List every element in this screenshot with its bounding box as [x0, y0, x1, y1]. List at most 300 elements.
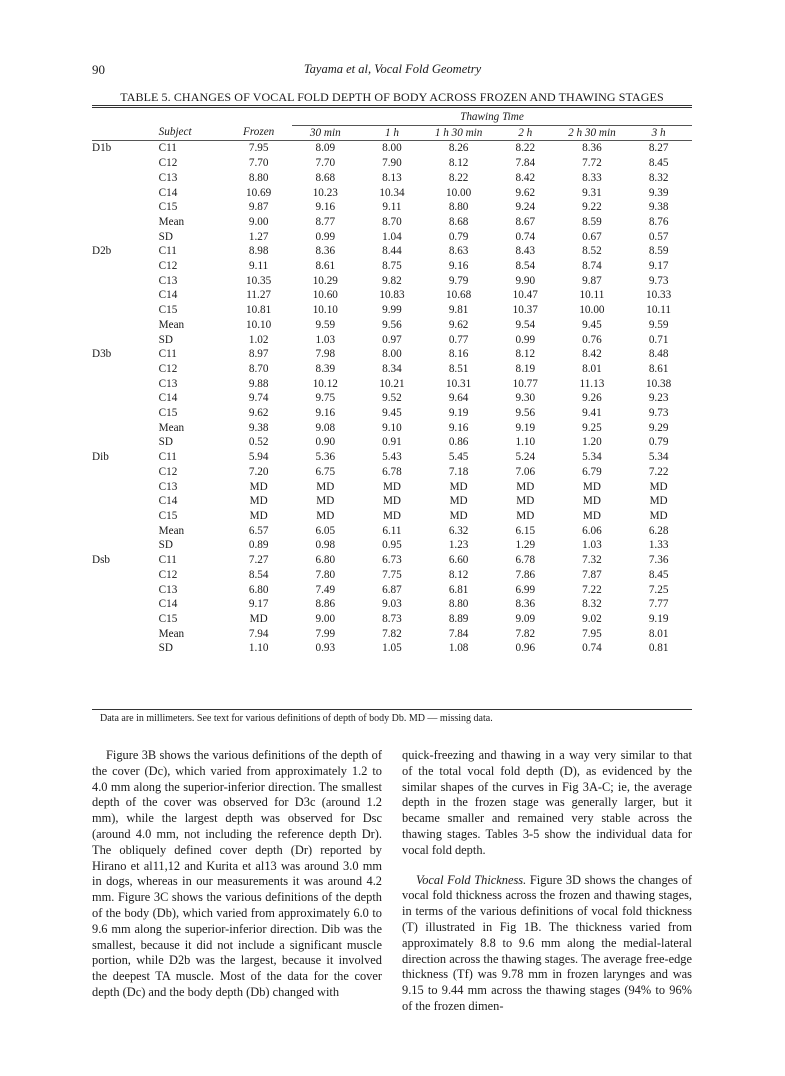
subject-cell: Mean	[158, 215, 185, 228]
group-label	[92, 362, 159, 377]
group-label	[92, 597, 159, 612]
value-cell: 8.74	[582, 260, 602, 273]
value-cell: 6.99	[515, 583, 536, 596]
value-cell: 5.36	[315, 451, 336, 464]
value-cell: 9.90	[515, 274, 536, 287]
table-row	[92, 141, 692, 156]
value-cell: 10.10	[246, 318, 272, 331]
table-row	[92, 347, 692, 362]
value-cell: MD	[582, 495, 601, 508]
group-label	[92, 259, 159, 274]
value-cell: 10.69	[246, 186, 272, 199]
subject-cell: Mean	[158, 627, 185, 640]
value-cell: 9.88	[248, 377, 269, 390]
subject-cell: C13	[158, 583, 178, 596]
value-cell: 8.59	[582, 215, 602, 228]
value-cell: 10.47	[512, 289, 538, 302]
value-cell: 7.99	[315, 627, 336, 640]
value-cell: 8.67	[515, 215, 536, 228]
value-cell: 10.31	[446, 377, 472, 390]
value-cell: 9.08	[315, 421, 336, 434]
value-cell: 1.04	[382, 230, 402, 243]
subject-cell: C14	[158, 289, 178, 302]
value-cell: 10.10	[312, 304, 338, 317]
value-cell: 6.81	[448, 583, 469, 596]
group-label	[92, 303, 159, 318]
value-cell: 9.99	[382, 304, 402, 317]
value-cell: 9.73	[648, 407, 669, 420]
group-label	[92, 333, 159, 348]
value-cell: 7.98	[315, 348, 336, 361]
value-cell: 0.79	[648, 436, 669, 449]
data-table	[92, 110, 692, 656]
table-row	[92, 362, 692, 377]
table-row	[92, 333, 692, 348]
value-cell: 8.22	[515, 142, 536, 155]
column-header: 1 h	[359, 125, 426, 141]
value-cell: 0.95	[382, 539, 402, 552]
value-cell: 7.22	[582, 583, 602, 596]
subject-cell: Mean	[158, 524, 185, 537]
value-cell: 7.95	[582, 627, 602, 640]
value-cell: 0.96	[515, 642, 536, 655]
value-cell: 8.45	[648, 568, 669, 581]
value-cell: 6.80	[248, 583, 269, 596]
group-label	[92, 318, 159, 333]
group-label	[92, 391, 159, 406]
value-cell: 0.57	[648, 230, 669, 243]
value-cell: 10.34	[379, 186, 405, 199]
group-label	[92, 171, 159, 186]
value-cell: 10.77	[512, 377, 538, 390]
value-cell: 8.45	[648, 157, 669, 170]
value-cell: 7.82	[515, 627, 536, 640]
value-cell: MD	[449, 480, 468, 493]
value-cell: 0.77	[448, 333, 469, 346]
table-row	[92, 435, 692, 450]
value-cell: MD	[582, 480, 601, 493]
value-cell: 9.81	[448, 304, 469, 317]
value-cell: 1.10	[515, 436, 536, 449]
value-cell: 8.51	[448, 362, 469, 375]
value-cell: 7.72	[582, 157, 602, 170]
value-cell: MD	[382, 509, 401, 522]
value-cell: 9.10	[382, 421, 402, 434]
value-cell: 6.57	[248, 524, 269, 537]
value-cell: 9.41	[582, 407, 602, 420]
column-header: 3 h	[625, 125, 692, 141]
value-cell: 0.67	[582, 230, 602, 243]
value-cell: 0.86	[448, 436, 469, 449]
value-cell: MD	[249, 612, 268, 625]
value-cell: 9.17	[248, 598, 269, 611]
value-cell: 10.11	[579, 289, 605, 302]
group-label	[92, 186, 159, 201]
value-cell: MD	[382, 495, 401, 508]
value-cell: 10.23	[312, 186, 338, 199]
value-cell: 9.16	[315, 407, 336, 420]
value-cell: 7.82	[382, 627, 402, 640]
value-cell: 9.31	[582, 186, 602, 199]
value-cell: 8.13	[382, 171, 402, 184]
table-row	[92, 377, 692, 392]
value-cell: 8.36	[515, 598, 536, 611]
subject-cell: C15	[158, 304, 178, 317]
value-cell: 9.09	[515, 612, 536, 625]
value-cell: 8.09	[315, 142, 336, 155]
value-cell: 1.23	[448, 539, 469, 552]
value-cell: 10.21	[379, 377, 405, 390]
value-cell: 7.06	[515, 465, 536, 478]
value-cell: MD	[516, 509, 535, 522]
value-cell: 5.24	[515, 451, 536, 464]
table-row	[92, 480, 692, 495]
value-cell: 9.62	[515, 186, 536, 199]
value-cell: MD	[249, 480, 268, 493]
value-cell: 8.86	[315, 598, 336, 611]
value-cell: 8.12	[515, 348, 536, 361]
column-header: 30 min	[292, 125, 359, 141]
left-paragraph: Figure 3B shows the various definitions of the depth of the cover (Dc), which varied from approximately 1.2 to 4.0 mm along the superior-inferior direction. The smallest depth of the cover was observed for D3c (around 1.2 mm), while the largest depth was observed for Dsc (around 4.0 mm, not including the reference depth Dr). The obliquely defined cover depth (Dr) reported by Hirano et al11,12 and Kurita et al13 was around 3.0 mm in dogs, whereas in our measurements it was around 4.2 mm. Figure 3C shows the various definitions of the depth of the body (Db), which varied from approximately 6.0 to 9.6 mm along the superior-inferior direction. Dib was the smallest, because it did not include a significant muscle portion, while D2b was the largest, because it involved the deepest TA muscle. Most of the data for the cover depth (Dc) and the body depth (Db) changed with	[92, 748, 382, 999]
subject-cell: Mean	[158, 421, 185, 434]
value-cell: 8.01	[648, 627, 669, 640]
value-cell: 9.45	[382, 407, 402, 420]
subject-cell: C11	[158, 554, 177, 567]
value-cell: 10.12	[312, 377, 338, 390]
value-cell: 1.02	[248, 333, 269, 346]
value-cell: 8.01	[582, 362, 602, 375]
table-row	[92, 421, 692, 436]
value-cell: 10.37	[512, 304, 538, 317]
table-title: TABLE 5. CHANGES OF VOCAL FOLD DEPTH OF BODY ACROSS FROZEN AND THAWING STAGES	[120, 90, 664, 104]
value-cell: 1.33	[648, 539, 669, 552]
value-cell: 7.84	[515, 157, 536, 170]
value-cell: 6.28	[648, 524, 669, 537]
value-cell: 10.35	[246, 274, 272, 287]
value-cell: 8.89	[448, 612, 469, 625]
value-cell: 8.76	[648, 215, 669, 228]
value-cell: 8.19	[515, 362, 536, 375]
table-bottom-rule	[92, 709, 692, 710]
table-body	[92, 141, 692, 656]
value-cell: 8.54	[515, 260, 536, 273]
value-cell: 7.25	[648, 583, 669, 596]
group-label: Dsb	[92, 554, 111, 567]
value-cell: 5.34	[648, 451, 669, 464]
subject-cell: SD	[158, 642, 173, 655]
value-cell: 9.26	[582, 392, 602, 405]
thawing-time-header: Thawing Time	[292, 110, 692, 125]
table-row	[92, 318, 692, 333]
value-cell: 9.25	[582, 421, 602, 434]
value-cell: 8.52	[582, 245, 602, 258]
subject-cell: C12	[158, 260, 178, 273]
group-label	[92, 641, 159, 656]
value-cell: 0.98	[315, 539, 336, 552]
value-cell: 0.52	[248, 436, 269, 449]
value-cell: 6.78	[515, 554, 536, 567]
value-cell: 9.38	[248, 421, 269, 434]
subject-cell: C12	[158, 465, 178, 478]
value-cell: 7.27	[248, 554, 269, 567]
group-label: Dib	[92, 451, 109, 464]
group-label	[92, 465, 159, 480]
value-cell: 1.27	[248, 230, 269, 243]
subject-cell: C13	[158, 171, 178, 184]
value-cell: 9.59	[315, 318, 336, 331]
value-cell: 7.18	[448, 465, 469, 478]
value-cell: 6.11	[382, 524, 402, 537]
table-row	[92, 553, 692, 568]
value-cell: 9.45	[582, 318, 602, 331]
value-cell: 1.03	[315, 333, 336, 346]
value-cell: 9.82	[382, 274, 402, 287]
value-cell: 9.64	[448, 392, 469, 405]
value-cell: 8.68	[448, 215, 469, 228]
value-cell: 9.38	[648, 201, 669, 214]
group-label	[92, 568, 159, 583]
value-cell: 8.73	[382, 612, 402, 625]
value-cell: MD	[649, 480, 668, 493]
value-cell: 5.34	[582, 451, 602, 464]
thickness-text: Figure 3D shows the changes of vocal fold thickness across the frozen and thawing stages, in terms of the various definitions of vocal fold thickness (T) illustrated in Fig 1B. The thickness varied from approximately 8.8 to 9.6 mm along the medial-lateral direction across the thawing stages. The average free-edge thickness (Tf) was 9.78 mm in frozen larynges and was 9.15 to 9.44 mm across the thawing stages (94% to 96% of the frozen dimen-	[402, 872, 692, 1013]
left-column	[92, 748, 382, 1001]
table-row	[92, 274, 692, 289]
value-cell: 7.77	[648, 598, 669, 611]
value-cell: 8.27	[648, 142, 669, 155]
value-cell: MD	[649, 509, 668, 522]
subject-cell: C12	[158, 157, 178, 170]
group-label	[92, 509, 159, 524]
value-cell: 9.29	[648, 421, 669, 434]
value-cell: 6.79	[582, 465, 602, 478]
value-cell: 1.05	[382, 642, 402, 655]
value-cell: 6.05	[315, 524, 336, 537]
value-cell: MD	[316, 480, 335, 493]
group-label: D3b	[92, 348, 112, 361]
value-cell: 8.42	[515, 171, 536, 184]
value-cell: MD	[649, 495, 668, 508]
value-cell: 0.71	[648, 333, 669, 346]
value-cell: 6.78	[382, 465, 402, 478]
value-cell: 7.86	[515, 568, 536, 581]
value-cell: 9.16	[448, 421, 469, 434]
value-cell: 8.70	[248, 362, 269, 375]
subject-cell: C14	[158, 392, 178, 405]
value-cell: 0.81	[648, 642, 669, 655]
table-row	[92, 538, 692, 553]
column-header: 2 h	[492, 125, 559, 141]
subject-cell: C11	[158, 142, 177, 155]
value-cell: 8.32	[582, 598, 602, 611]
value-cell: 8.63	[448, 245, 469, 258]
group-label	[92, 200, 159, 215]
subject-cell: C12	[158, 362, 178, 375]
value-cell: 1.20	[582, 436, 602, 449]
value-cell: 9.75	[315, 392, 336, 405]
table-row	[92, 524, 692, 539]
table-top-rule-2	[92, 107, 692, 108]
value-cell: 7.70	[315, 157, 336, 170]
value-cell: 0.89	[248, 539, 269, 552]
value-cell: 8.12	[448, 568, 469, 581]
column-header: 2 h 30 min	[559, 125, 626, 141]
value-cell: 7.70	[248, 157, 269, 170]
value-cell: 8.59	[648, 245, 669, 258]
value-cell: 10.00	[446, 186, 472, 199]
subject-cell: C13	[158, 480, 178, 493]
value-cell: 8.98	[248, 245, 269, 258]
value-cell: 9.22	[582, 201, 602, 214]
value-cell: 8.44	[382, 245, 402, 258]
group-label	[92, 230, 159, 245]
value-cell: 6.73	[382, 554, 402, 567]
value-cell: 9.87	[582, 274, 602, 287]
table-row	[92, 597, 692, 612]
value-cell: 7.87	[582, 568, 602, 581]
value-cell: 7.95	[248, 142, 269, 155]
value-cell: 6.80	[315, 554, 336, 567]
value-cell: 8.36	[582, 142, 602, 155]
value-cell: MD	[249, 509, 268, 522]
value-cell: 10.81	[246, 304, 272, 317]
value-cell: MD	[316, 495, 335, 508]
value-cell: 7.90	[382, 157, 402, 170]
value-cell: 8.00	[382, 142, 402, 155]
subject-cell: C14	[158, 598, 178, 611]
value-cell: 6.60	[448, 554, 469, 567]
value-cell: 0.74	[582, 642, 602, 655]
value-cell: 8.33	[582, 171, 602, 184]
subject-cell: C15	[158, 407, 178, 420]
table-row	[92, 200, 692, 215]
value-cell: MD	[516, 480, 535, 493]
value-cell: 9.00	[315, 612, 336, 625]
group-label	[92, 435, 159, 450]
value-cell: MD	[249, 495, 268, 508]
group-label	[92, 406, 159, 421]
value-cell: 9.73	[648, 274, 669, 287]
value-cell: 9.52	[382, 392, 402, 405]
value-cell: 9.62	[448, 318, 469, 331]
group-label	[92, 377, 159, 392]
value-cell: 6.15	[515, 524, 536, 537]
value-cell: 8.80	[248, 171, 269, 184]
table-row	[92, 406, 692, 421]
running-head: Tayama et al, Vocal Fold Geometry	[303, 62, 482, 76]
value-cell: 10.38	[646, 377, 672, 390]
value-cell: 8.75	[382, 260, 402, 273]
subject-cell: C13	[158, 274, 178, 287]
value-cell: 7.22	[648, 465, 669, 478]
group-label: D1b	[92, 142, 112, 155]
subject-cell: C11	[158, 245, 177, 258]
group-label	[92, 612, 159, 627]
group-label	[92, 494, 159, 509]
value-cell: 10.33	[646, 289, 672, 302]
value-cell: 0.99	[515, 333, 536, 346]
value-cell: 7.84	[448, 627, 469, 640]
value-cell: 9.02	[582, 612, 602, 625]
value-cell: 8.54	[248, 568, 269, 581]
value-cell: 10.00	[579, 304, 605, 317]
table-row	[92, 509, 692, 524]
value-cell: 10.68	[446, 289, 472, 302]
subject-cell: C11	[158, 348, 177, 361]
value-cell: 8.26	[448, 142, 469, 155]
value-cell: 8.61	[315, 260, 336, 273]
value-cell: MD	[382, 480, 401, 493]
value-cell: 9.17	[648, 260, 669, 273]
value-cell: 1.10	[248, 642, 269, 655]
column-header-row	[92, 125, 692, 141]
value-cell: 9.16	[448, 260, 469, 273]
value-cell: 9.56	[382, 318, 402, 331]
value-cell: 10.11	[646, 304, 671, 317]
value-cell: MD	[449, 495, 468, 508]
value-cell: 7.94	[248, 627, 269, 640]
value-cell: 10.60	[312, 289, 338, 302]
value-cell: 8.00	[382, 348, 402, 361]
value-cell: 7.32	[582, 554, 602, 567]
value-cell: 5.94	[248, 451, 269, 464]
table-row	[92, 156, 692, 171]
value-cell: 9.59	[648, 318, 669, 331]
right-paragraph: quick-freezing and thawing in a way very similar to that of the total vocal fold depth (D), as evidenced by the similar shapes of the curves in Fig 3A-C; ie, the average depth in the frozen stage was generally larger, but it became smaller and remained very stable across the thawing stages. Tables 3-5 show the individual data for vocal fold depth.	[402, 748, 692, 857]
value-cell: 9.19	[648, 612, 669, 625]
value-cell: 8.12	[448, 157, 469, 170]
value-cell: 9.54	[515, 318, 536, 331]
table-row	[92, 641, 692, 656]
table-row	[92, 450, 692, 465]
value-cell: 8.32	[648, 171, 669, 184]
value-cell: 7.49	[315, 583, 336, 596]
value-cell: 9.23	[648, 392, 669, 405]
group-label	[92, 288, 159, 303]
value-cell: 8.70	[382, 215, 402, 228]
value-cell: 6.32	[448, 524, 469, 537]
subject-cell: SD	[158, 539, 173, 552]
column-header: Frozen	[225, 125, 292, 141]
value-cell: 6.75	[315, 465, 336, 478]
value-cell: 0.76	[582, 333, 602, 346]
table-row	[92, 215, 692, 230]
subject-cell: C14	[158, 495, 178, 508]
subject-cell: C12	[158, 568, 178, 581]
value-cell: 7.36	[648, 554, 669, 567]
value-cell: 8.36	[315, 245, 336, 258]
table-row	[92, 171, 692, 186]
table-row	[92, 627, 692, 642]
column-header: 1 h 30 min	[425, 125, 492, 141]
value-cell: 5.45	[448, 451, 469, 464]
value-cell: 9.30	[515, 392, 536, 405]
value-cell: 9.87	[248, 201, 269, 214]
value-cell: 1.08	[448, 642, 469, 655]
table-row	[92, 494, 692, 509]
table-row	[92, 568, 692, 583]
value-cell: 8.16	[448, 348, 469, 361]
group-label	[92, 583, 159, 598]
value-cell: 0.79	[448, 230, 469, 243]
value-cell: 8.80	[448, 201, 469, 214]
value-cell: 8.48	[648, 348, 669, 361]
value-cell: 9.19	[515, 421, 536, 434]
value-cell: 0.93	[315, 642, 336, 655]
table-row	[92, 186, 692, 201]
subject-cell: Mean	[158, 318, 185, 331]
group-label: D2b	[92, 245, 112, 258]
